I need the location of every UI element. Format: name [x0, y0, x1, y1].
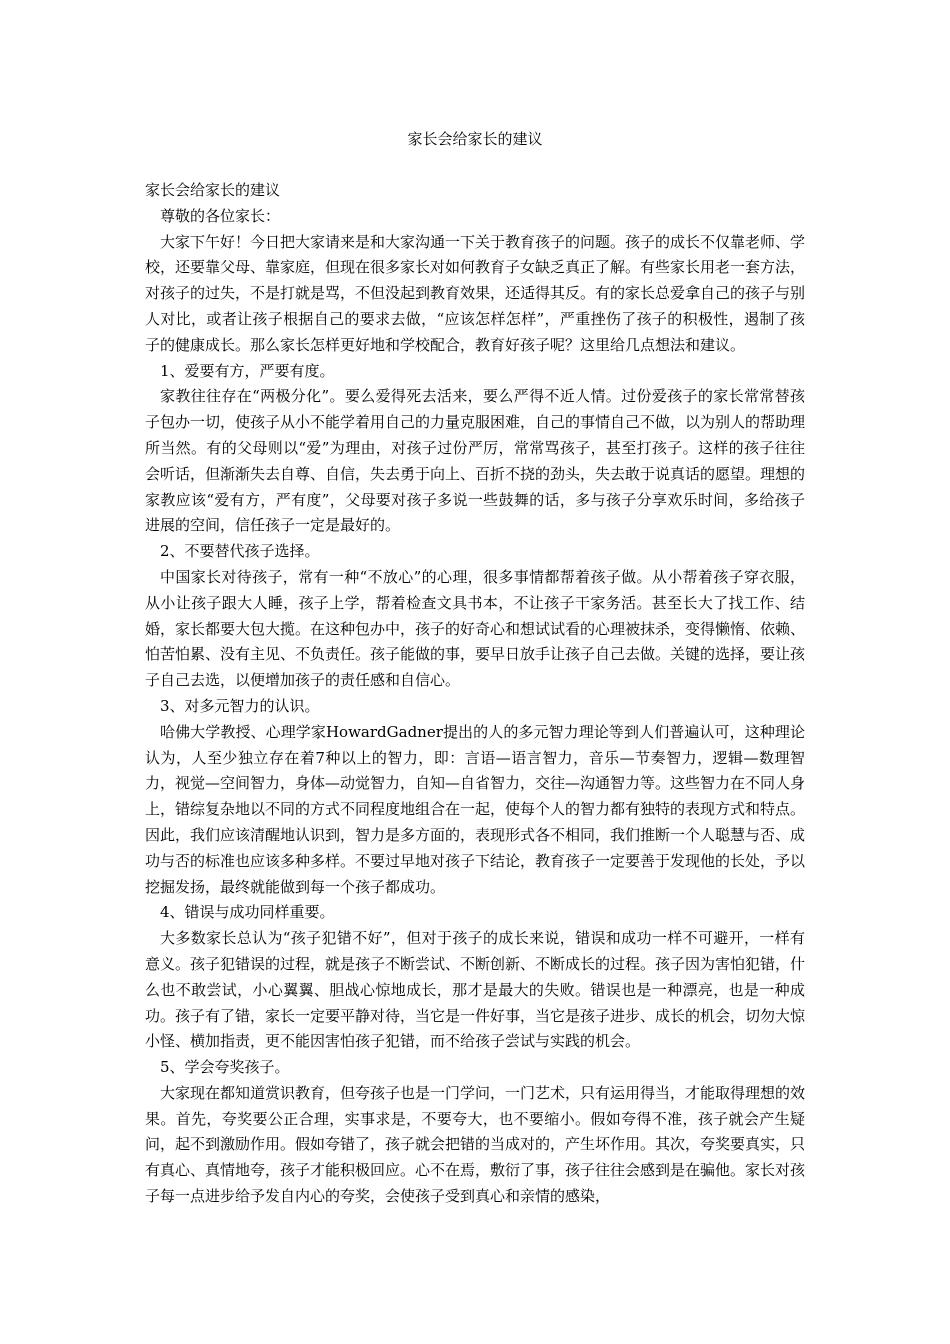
paragraph-section-3: 哈佛大学教授、心理学家HowardGadner提出的人的多元智力理论等到人们普遍认可，这种理论认为，人至少独立存在着7种以上的智力，即：言语—语言智力，音乐—节奏智力，逻辑—数理智力，视觉—空间智力，身体—动觉智力，自知—自省智力，交往—沟通智力等。这些智力在不同人身上，错综复杂地以不同的方式不同程度地组合在一起，使每个人的智力都有独特的表现方式和特点。因此，我们应该清醒地认识到，智力是多方面的，表现形式各不相同，我们推断一个人聪慧与否、成功与否的标准也应该多种多样。不要过早地对孩子下结论，教育孩子一定要善于发现他的长处，予以挖掘发扬，最终就能做到每一个孩子都成功。: [145, 722, 806, 896]
section-heading-5: 5、学会夸奖孩子。: [160, 1058, 290, 1077]
salutation: 尊敬的各位家长：: [160, 206, 281, 225]
section-heading-2: 2、不要替代孩子选择。: [160, 542, 320, 561]
document-content: [145, 178, 805, 1210]
paragraph-section-5: 大家现在都知道赏识教育，但夸孩子也是一门学问，一门艺术，只有运用得当，才能取得理想的效果。首先，夸奖要公正合理，实事求是，不要夸大，也不要缩小。假如夸得不准，孩子就会产生疑问，起不到激励作用。假如夸错了，孩子就会把错的当成对的，产生坏作用。其次，夸奖要真实，只有真心、真情地夸，孩子才能积极回应。心不在焉，敷衍了事，孩子往往会感到是在骗他。家长对孩子每一点进步给予发自内心的夸奖，会使孩子受到真心和亲情的感染，: [145, 1083, 806, 1206]
paragraph-section-2: 中国家长对待孩子，常有一种“不放心”的心理，很多事情都帮着孩子做。从小帮着孩子穿衣服，从小让孩子跟大人睡，孩子上学，帮着检查文具书本，不让孩子干家务活。甚至长大了找工作、结婚，家长都要大包大揽。在这种包办中，孩子的好奇心和想试试看的心理被抹杀，变得懒惰、依赖、怕苦怕累、没有主见、不负责任。孩子能做的事，要早日放手让孩子自己去做。关键的选择，要让孩子自己去选，以便增加孩子的责任感和自信心。: [145, 567, 806, 690]
document-heading: 家长会给家长的建议: [145, 181, 281, 199]
section-heading-4: 4、错误与成功同样重要。: [160, 903, 335, 922]
paragraph-intro: 大家下午好！今日把大家请来是和大家沟通一下关于教育孩子的问题。孩子的成长不仅靠老师、学校，还要靠父母、靠家庭，但现在很多家长对如何教育子女缺乏真正了解。有些家长用老一套方法，对孩子的过失，不是打就是骂，不但没起到教育效果，还适得其反。有的家长总爱拿自己的孩子与别人对比，或者让孩子根据自己的要求去做，“应该怎样怎样”，严重挫伤了孩子的积极性，遏制了孩子的健康成长。那么家长怎样更好地和学校配合，教育好孩子呢？这里给几点想法和建议。: [145, 232, 806, 354]
paragraph-section-1: 家教往往存在“两极分化”。要么爱得死去活来，要么严得不近人情。过份爱孩子的家长常常替孩子包办一切，使孩子从小不能学着用自己的力量克服困难，自己的事情自己不做，以为别人的帮助理所当然。有的父母则以“爱”为理由，对孩子过份严厉，常常骂孩子，甚至打孩子。这样的孩子往往会听话，但渐渐失去自尊、自信，失去勇于向上、百折不挠的劲头，失去敢于说真话的愿望。理想的家教应该“爱有方，严有度”，父母要对孩子多说一些鼓舞的话，多与孩子分享欢乐时间，多给孩子进展的空间，信任孩子一定是最好的。: [145, 387, 806, 535]
paragraph-section-4: 大多数家长总认为“孩子犯错不好”，但对于孩子的成长来说，错误和成功一样不可避开，一样有意义。孩子犯错误的过程，就是孩子不断尝试、不断创新、不断成长的过程。孩子因为害怕犯错，什么也不敢尝试，小心翼翼、胆战心惊地成长，那才是最大的失败。错误也是一种漂亮，也是一种成功。孩子有了错，家长一定要平静对待，当它是一件好事，当它是孩子进步、成长的机会，切勿大惊小怪、横加指责，更不能因害怕孩子犯错，而不给孩子尝试与实践的机会。: [145, 929, 806, 1051]
section-heading-3: 3、对多元智力的认识。: [160, 696, 320, 715]
section-heading-1: 1、爱要有方，严要有度。: [160, 361, 335, 380]
document-title: 家长会给家长的建议: [407, 130, 543, 148]
